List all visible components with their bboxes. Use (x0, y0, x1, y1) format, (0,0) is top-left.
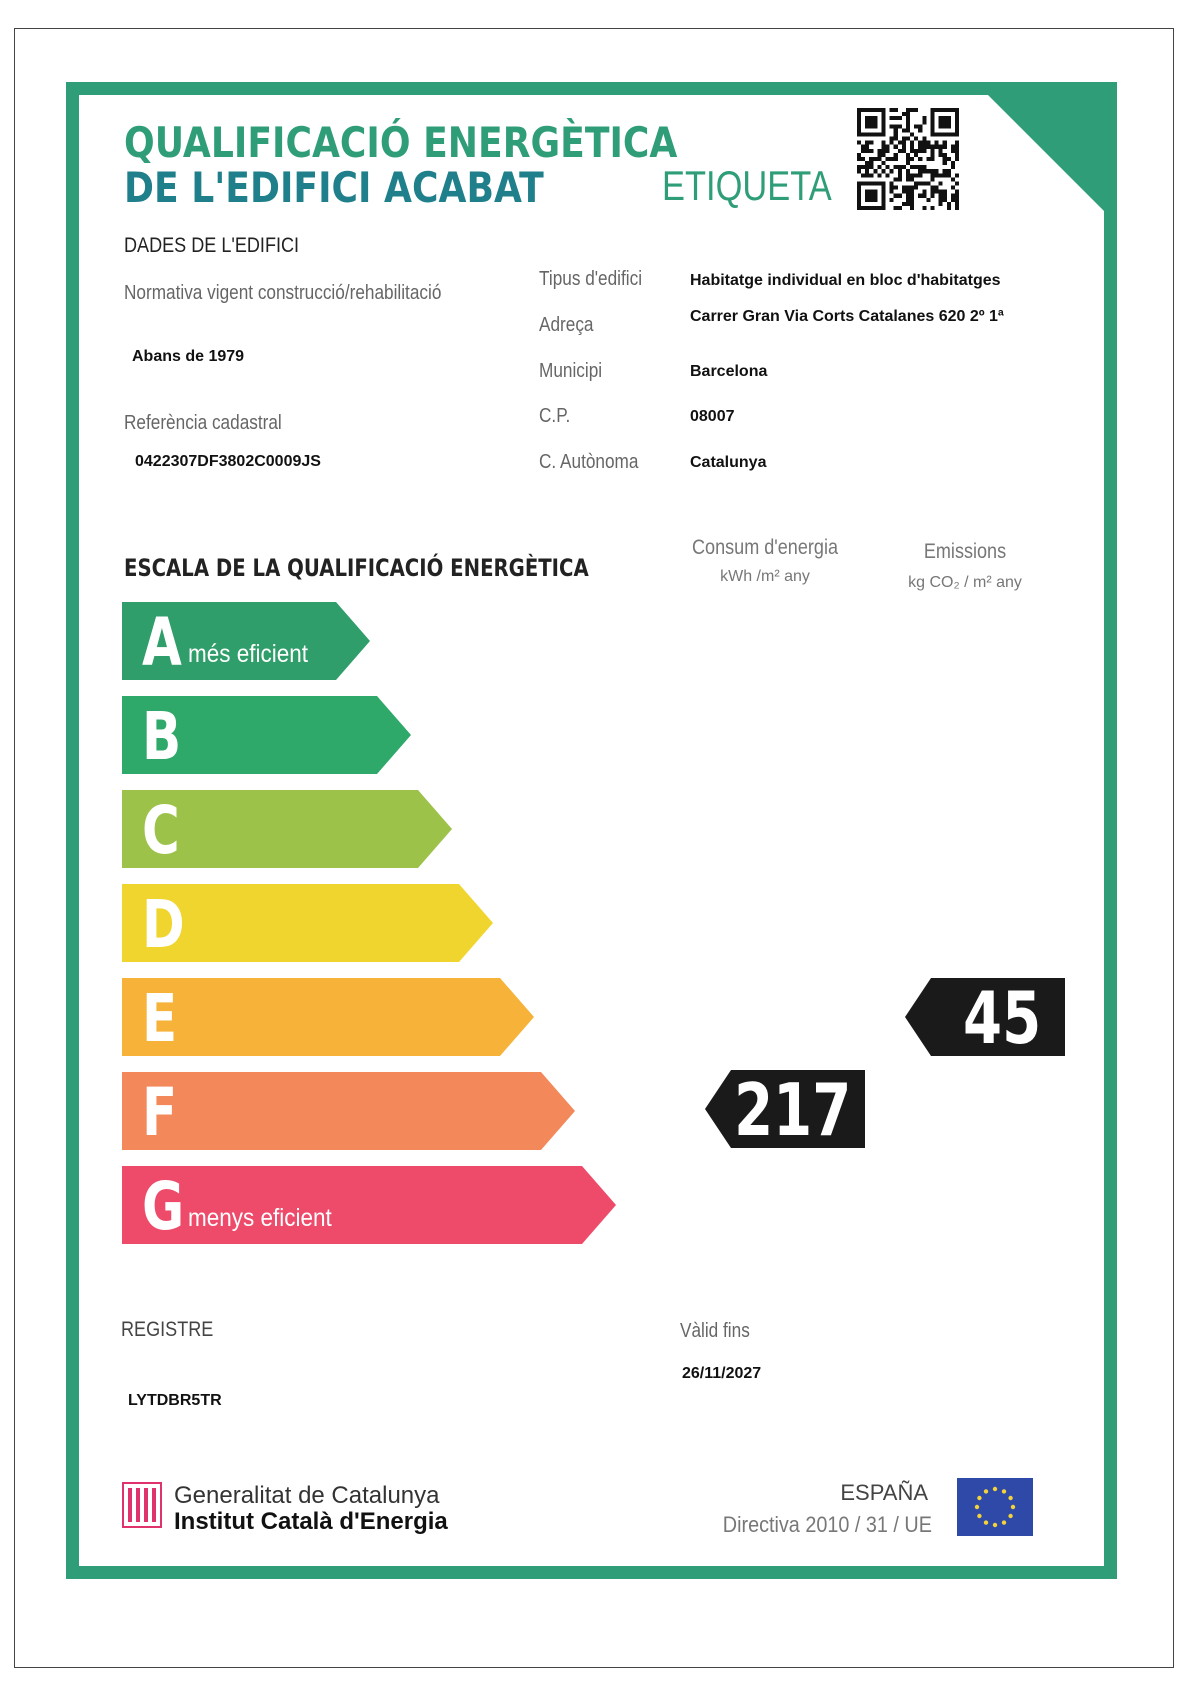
consumption-column-unit: kWh /m² any (720, 568, 810, 585)
rating-bar-f (122, 1072, 575, 1150)
building-data-title: DADES DE L'EDIFICI (124, 234, 300, 257)
regulation-label: Normativa vigent construcció/rehabilitació (124, 282, 442, 304)
field-value-building-type: Habitatge individual en bloc d'habitatges (690, 272, 1001, 289)
etiqueta-label: ETIQUETA (662, 162, 832, 209)
directive-label: Directiva 2010 / 31 / UE (722, 1512, 932, 1537)
rating-letter: B (142, 698, 182, 775)
rating-letter: F (142, 1074, 178, 1151)
title-line-1: QUALIFICACIÓ ENERGÈTICA (124, 118, 678, 167)
title-line-2: DE L'EDIFICI ACABAT (124, 163, 544, 212)
rating-bar-b (122, 696, 411, 774)
registry-value: LYTDBR5TR (128, 1392, 222, 1409)
field-value-region: Catalunya (690, 454, 767, 471)
rating-bar-e (122, 978, 534, 1056)
emissions-value: 45 (962, 976, 1041, 1060)
rating-letter: D (142, 886, 185, 963)
field-label-region: C. Autònoma (539, 451, 639, 473)
consumption-value: 217 (733, 1068, 851, 1152)
field-label-municipality: Municipi (539, 360, 603, 382)
field-value-postcode: 08007 (690, 408, 735, 425)
field-label-building-type: Tipus d'edifici (539, 268, 643, 290)
frame-corner (975, 82, 1117, 224)
regulation-value: Abans de 1979 (132, 348, 245, 365)
field-label-address: Adreça (539, 314, 594, 336)
emissions-badge-text-wrap (905, 976, 1065, 1060)
rating-bar-d (122, 884, 493, 962)
country-label: ESPAÑA (840, 1480, 928, 1505)
consumption-column-title: Consum d'energia (691, 536, 839, 559)
rating-letter: C (142, 792, 180, 869)
org-line-2: Institut Català d'Energia (174, 1508, 448, 1535)
eu-flag-icon (957, 1478, 1033, 1536)
rating-letter: G (142, 1168, 185, 1245)
rating-bar-shape (122, 1072, 575, 1150)
field-value-address: Carrer Gran Via Corts Catalanes 620 2º 1ª (690, 308, 1004, 325)
field-label-postcode: C.P. (539, 405, 571, 427)
consumption-badge-text-wrap (705, 1068, 865, 1152)
rating-bar-a (122, 602, 370, 680)
rating-bar-g (122, 1166, 616, 1244)
org-line-1: Generalitat de Catalunya (174, 1482, 440, 1509)
registry-label: REGISTRE (121, 1318, 214, 1341)
rating-bar-c (122, 790, 452, 868)
rating-letter: A (142, 604, 182, 681)
emissions-column-title: Emissions (923, 540, 1007, 563)
valid-until-value: 26/11/2027 (682, 1365, 762, 1382)
rating-description: menys eficient (188, 1204, 332, 1232)
cadastral-label: Referència cadastral (124, 412, 282, 434)
emissions-column-unit: kg CO₂ / m² any (908, 574, 1022, 591)
rating-bar-shape (122, 978, 534, 1056)
rating-letter: E (142, 980, 178, 1057)
qr-code-icon (857, 108, 959, 210)
rating-description: més eficient (188, 640, 309, 668)
scale-title: ESCALA DE LA QUALIFICACIÓ ENERGÈTICA (124, 554, 589, 582)
valid-until-label: Vàlid fins (680, 1320, 750, 1342)
generalitat-logo-icon (122, 1482, 162, 1528)
cadastral-value: 0422307DF3802C0009JS (135, 453, 321, 470)
field-value-municipality: Barcelona (690, 363, 768, 380)
